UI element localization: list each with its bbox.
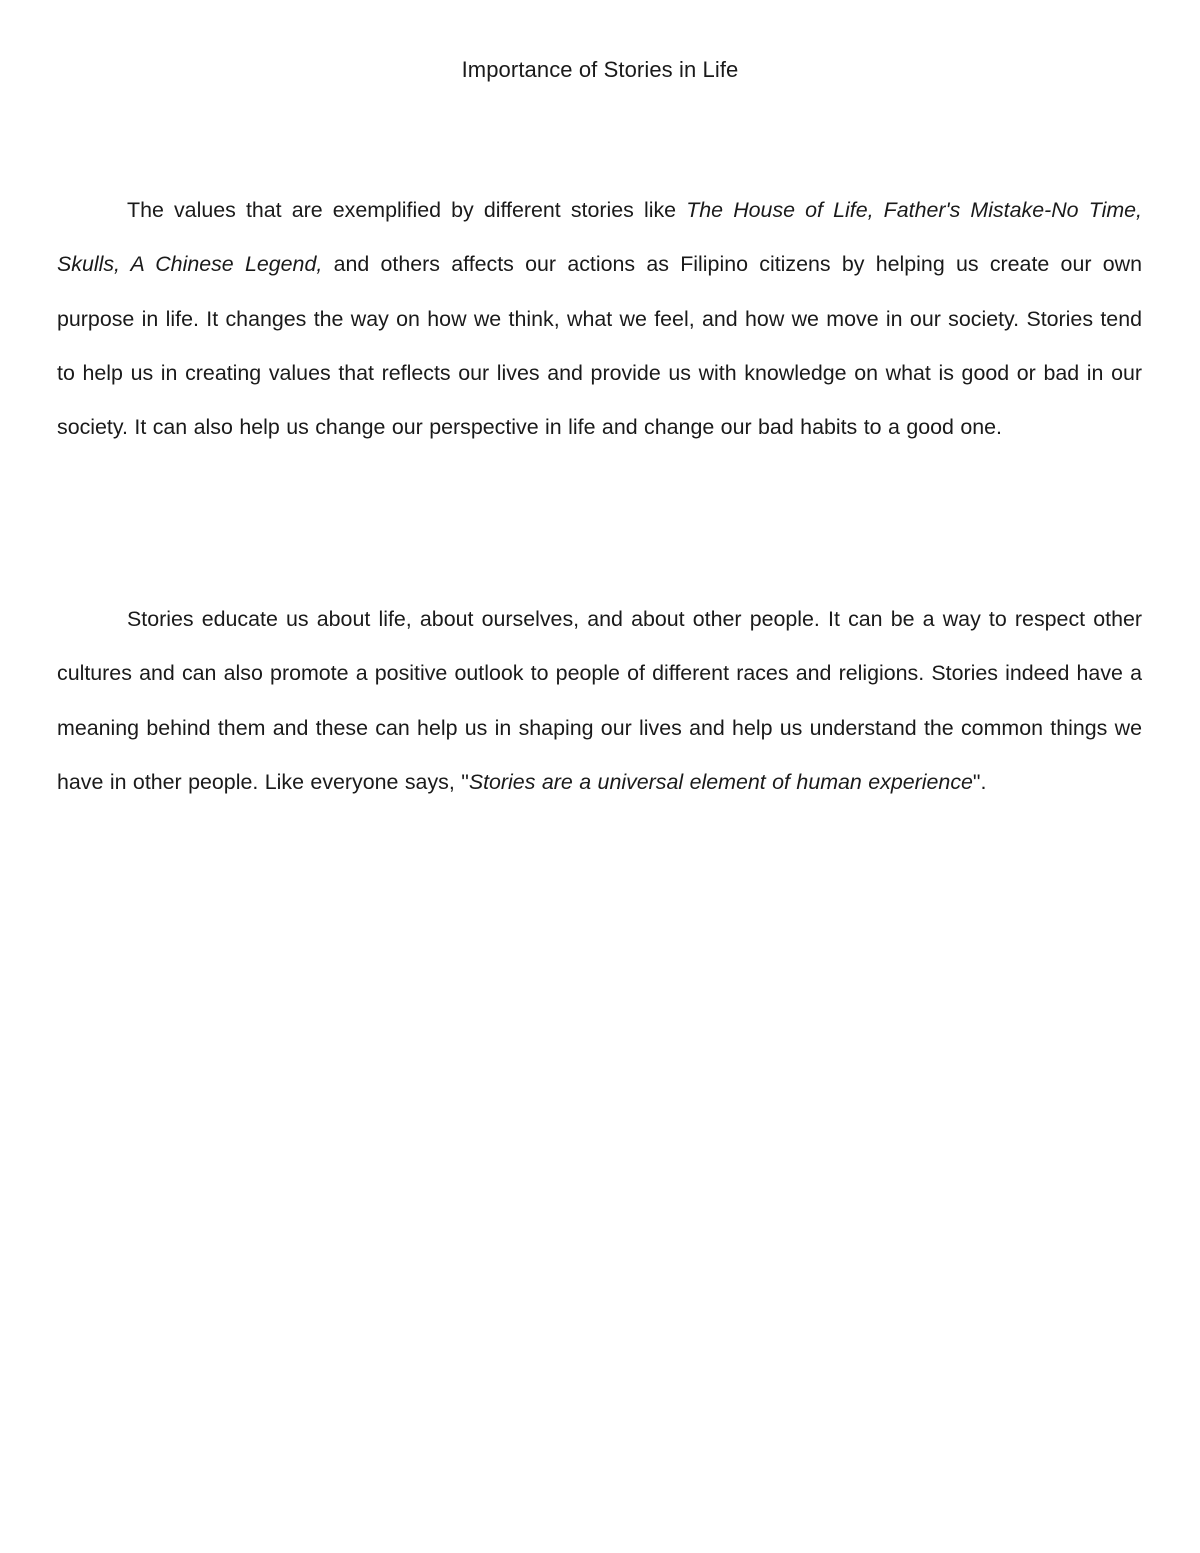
paragraph-2-text-a: Stories educate us about life, about ourselves, and about other people. It can be a way to respect other cultures and can also promote a positive outlook to people of different races and religions. Stories indeed have a meaning behind them and these can help us in shaping our lives and help us understand the common things we have in other people. Like everyone says, " (57, 607, 1142, 794)
document-title: Importance of Stories in Life (461, 57, 739, 82)
paragraph-2-quote: Stories are a universal element of human experience (468, 769, 973, 794)
paragraph-1-story-titles: The House of Life, Father's Mistake-No Time, Skulls, A Chinese Legend, (57, 198, 1142, 277)
paragraph-1-text-b: and others affects our actions as Filipino citizens by helping us create our own purpose in life. It changes the way on how we think, what we feel, and how we move in our society. Stories tend to help us in creating values that reflects our lives and provide us with knowledge on what is good or bad in our society. It can also help us change our perspective in life and change our bad habits to a good one. (57, 252, 1142, 440)
paragraph-2 (57, 592, 1142, 809)
paragraph-1-text-a: The values that are exemplified by different stories like (127, 198, 687, 222)
paragraph-2-text-b: ". (972, 769, 987, 794)
paragraph-1 (57, 183, 1142, 454)
